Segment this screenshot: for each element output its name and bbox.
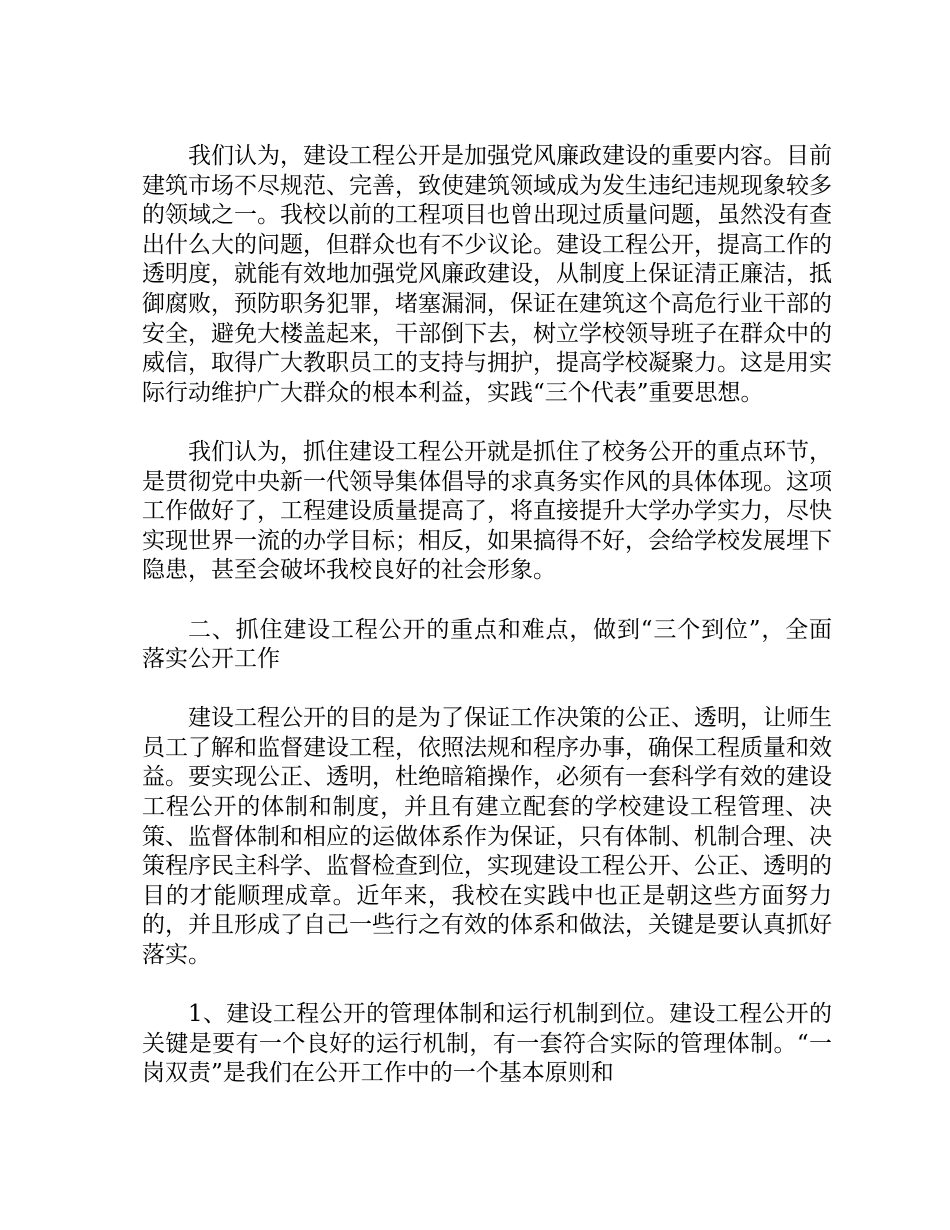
section-heading-2: 二、抓住建设工程公开的重点和难点，做到“三个到位”，全面落实公开工作	[142, 616, 832, 673]
paragraph-3: 建设工程公开的目的是为了保证工作决策的公正、透明，让师生员工了解和监督建设工程，依照法规和程序办事，确保工程质量和效益。要实现公正、透明，杜绝暗箱操作，必须有一套科学有效的建设工程公开的体制和制度，并且有建立配套的学校建设工程管理、决策、监督体制和相应的运做体系作为保证，只有体制、机制合理、决策程序民主科学、监督检查到位，实现建设工程公开、公正、透明的目的才能顺理成章。近年来，我校在实践中也正是朝这些方面努力的，并且形成了自己一些行之有效的体系和做法，关键是要认真抓好落实。	[142, 705, 832, 969]
paragraph-2: 我们认为，抓住建设工程公开就是抓住了校务公开的重点环节，是贯彻党中央新一代领导集体倡导的求真务实作风的具体体现。这项工作做好了，工程建设质量提高了，将直接提升大学办学实力，尽快实现世界一流的办学目标；相反，如果搞得不好，会给学校发展埋下隐患，甚至会破坏我校良好的社会形象。	[142, 438, 832, 584]
document-body	[142, 142, 832, 1089]
paragraph-4: 1、建设工程公开的管理体制和运行机制到位。建设工程公开的关键是要有一个良好的运行机制，有一套符合实际的管理体制。“一岗双责”是我们在公开工作中的一个基本原则和	[142, 1001, 832, 1087]
paragraph-1: 我们认为，建设工程公开是加强党风廉政建设的重要内容。目前建筑市场不尽规范、完善，致使建筑领域成为发生违纪违规现象较多的领域之一。我校以前的工程项目也曾出现过质量问题，虽然没有查出什么大的问题，但群众也有不少议论。建设工程公开，提高工作的透明度，就能有效地加强党风廉政建设，从制度上保证清正廉洁，抵御腐败，预防职务犯罪，堵塞漏洞，保证在建筑这个高危行业干部的安全，避免大楼盖起来，干部倒下去，树立学校领导班子在群众中的威信，取得广大教职员工的支持与拥护，提高学校凝聚力。这是用实际行动维护广大群众的根本利益，实践“三个代表”重要思想。	[142, 143, 832, 406]
